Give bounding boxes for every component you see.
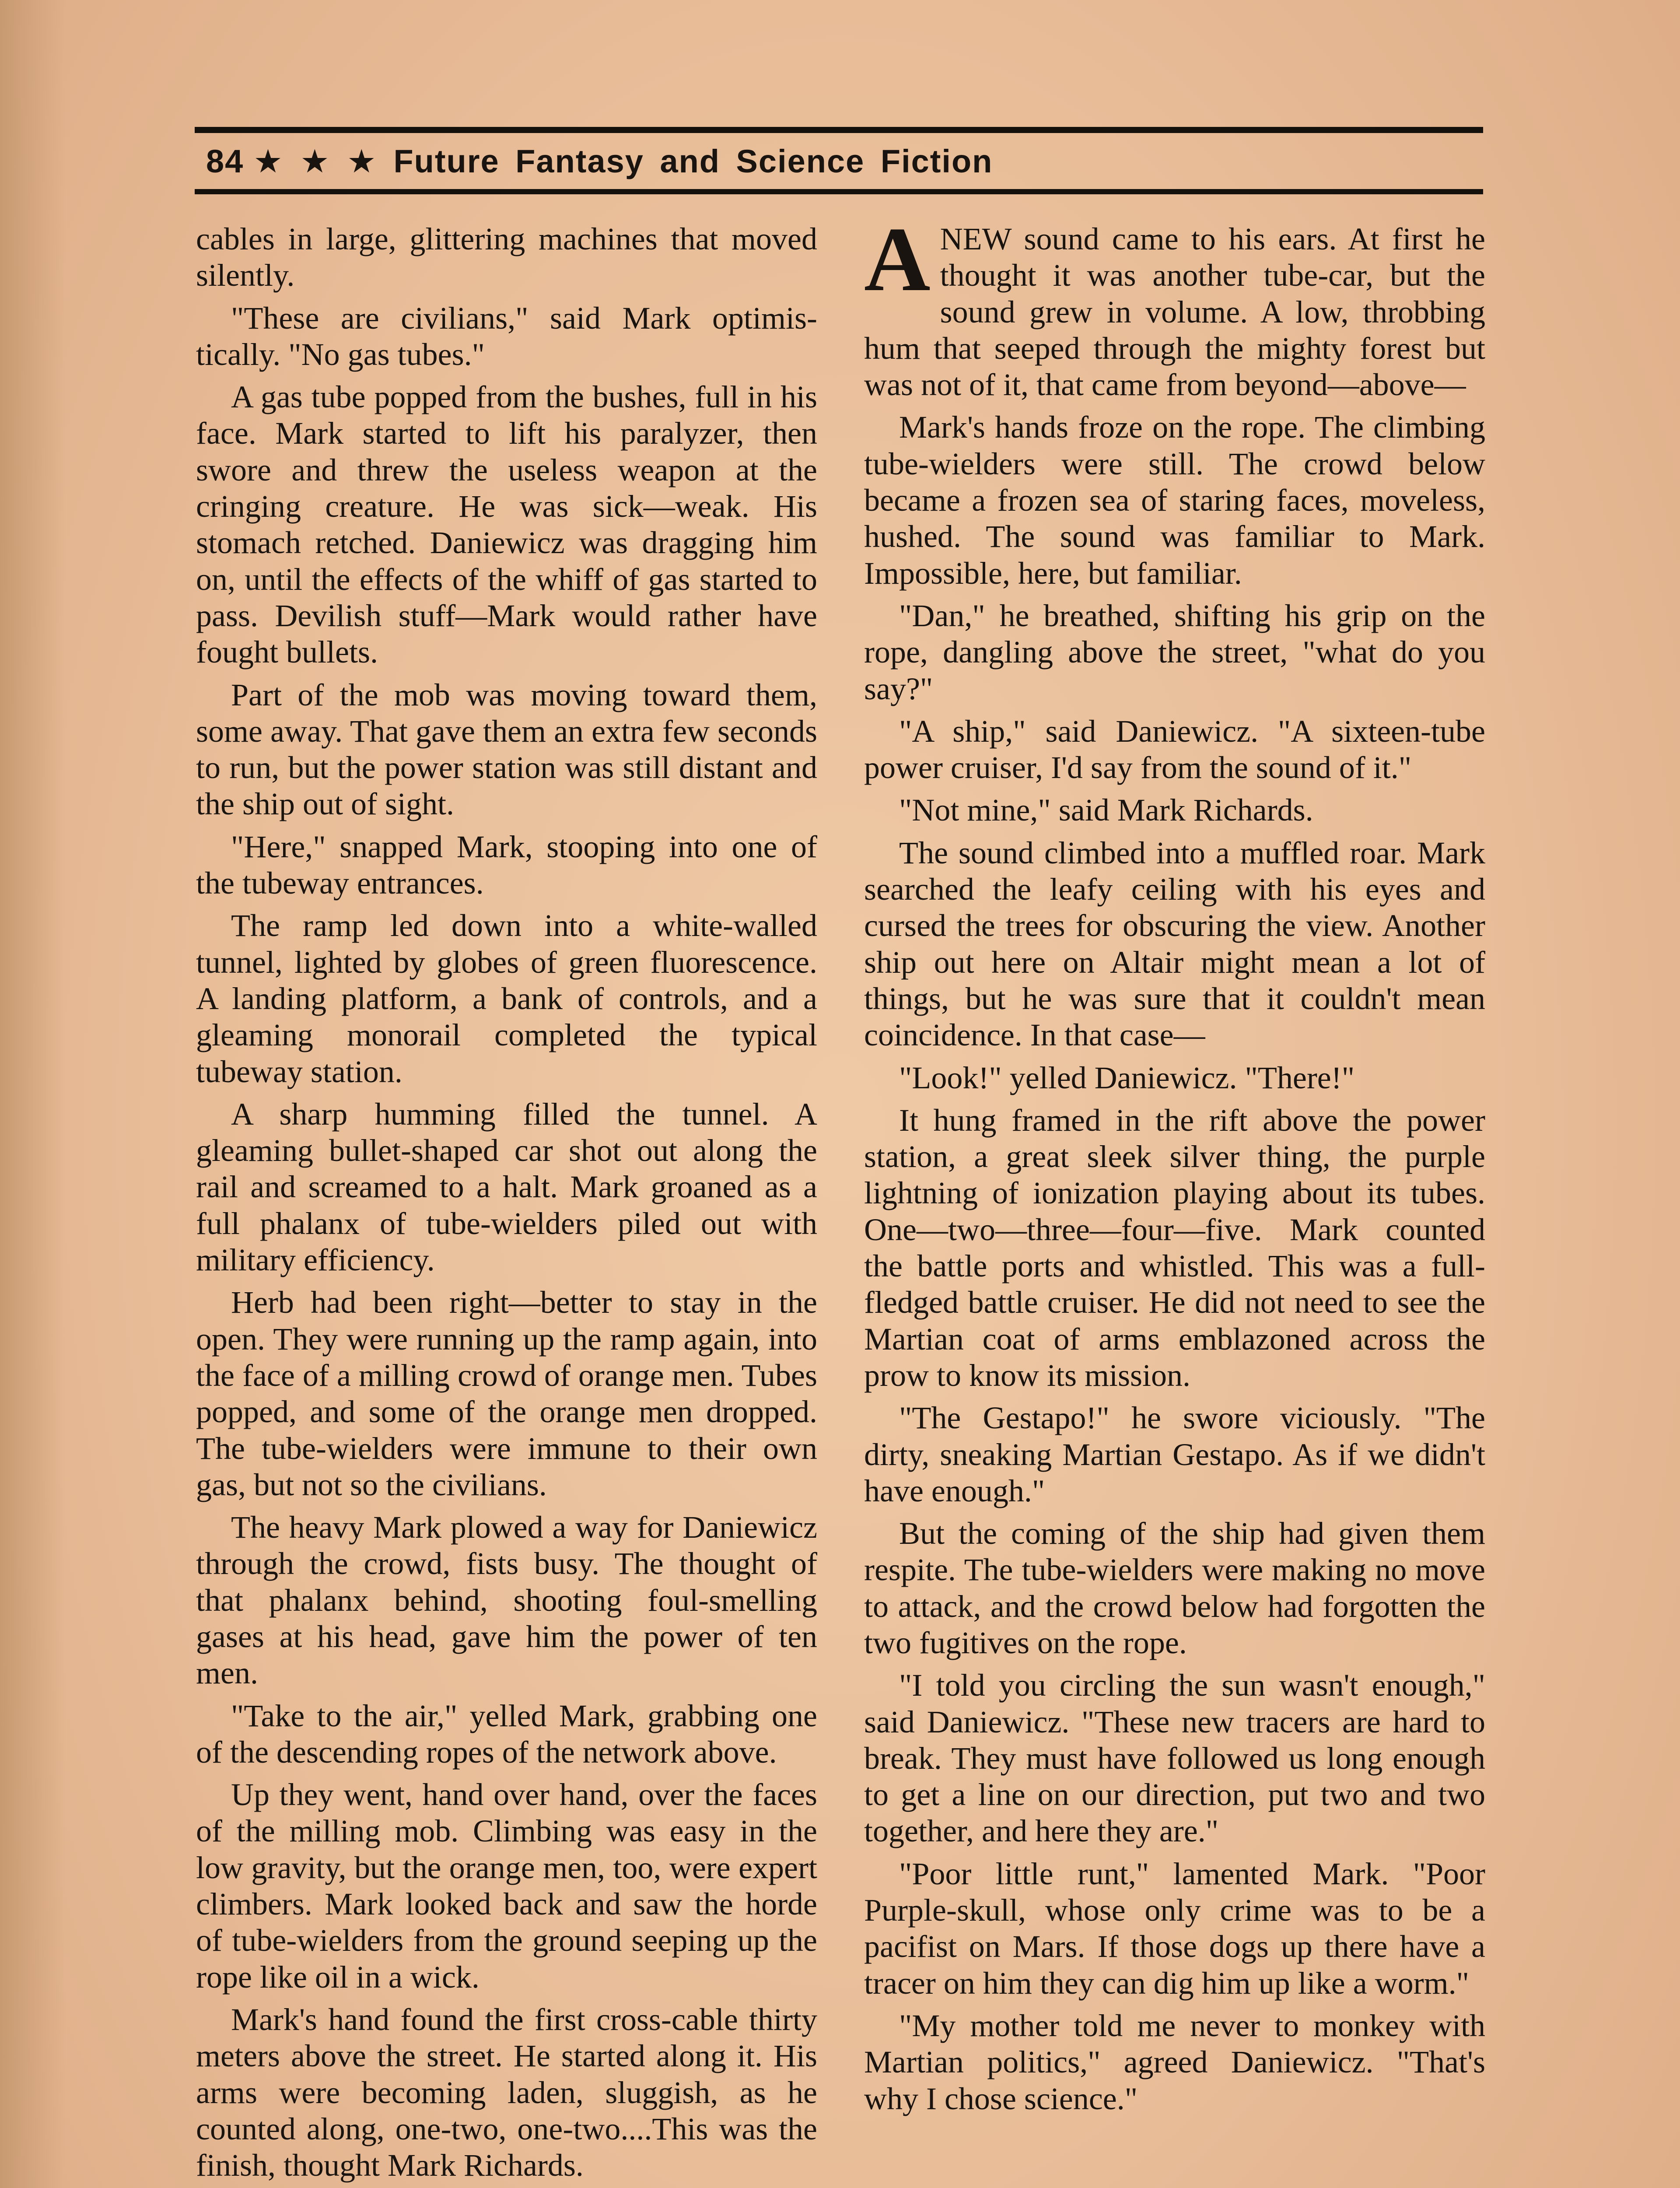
- paragraph: But the coming of the ship had given them respite. The tube-wielders were making no move to attack, and the crowd below had forgotten the two fugitives on the rope.: [864, 1516, 1485, 1660]
- opening-text: NEW sound came to his ears. At first he thought it was another tube-car, but the sound grew in volume. A low, throbbing hum that seeped through the mighty forest but was not of it, that came from beyond—above—: [864, 221, 1485, 403]
- paragraph: Part of the mob was moving toward them, some away. That gave them an extra few seconds to run, but the power station was still distant and the ship out of sight.: [196, 677, 817, 822]
- paragraph: Mark's hand found the first cross-cable thirty meters above the street. He started along it. His arms were becoming laden, sluggish, as he counted along, one-two, one-two....This was the finish, thought Mark Richards.: [196, 2002, 817, 2183]
- paragraph: "These are civilians," said Mark optimistically. "No gas tubes.": [196, 300, 817, 372]
- paragraph: A gas tube popped from the bushes, full in his face. Mark started to lift his paralyzer, then swore and threw the useless weapon at the cringing creature. He was sick—weak. His stomach retched. Daniewicz was dragging him on, until the effects of the whiff of gas started to pass. Devilish stuff—Mark would rather have fought bullets.: [196, 379, 817, 670]
- paragraph: It hung framed in the rift above the power station, a great sleek silver thing, the purple lightning of ionization playing about its tubes. One—two—three—four—five. Mark counted the battle ports and whistled. This was a full-fledged battle cruiser. He did not need to see the Martian coat of arms emblazoned across the prow to know its mission.: [864, 1102, 1485, 1393]
- section-opening-paragraph: [864, 209, 1485, 403]
- paragraph: Up they went, hand over hand, over the faces of the milling mob. Climbing was easy in the low gravity, but the orange men, too, were expert climbers. Mark looked back and saw the horde of tube-wielders from the ground seeping up the rope like oil in a wick.: [196, 1777, 817, 1995]
- paragraph: "Take to the air," yelled Mark, grabbing one of the descending ropes of the network above.: [196, 1698, 817, 1770]
- left-column: [196, 221, 817, 2188]
- header-rule-bottom: [195, 189, 1483, 194]
- header-rule-top: [195, 127, 1483, 133]
- paragraph: "Not mine," said Mark Richards.: [899, 792, 1313, 828]
- paragraph: "A ship," said Daniewicz. "A sixteen-tube power cruiser, I'd say from the sound of it.": [864, 713, 1485, 785]
- header-stars: ★ ★ ★: [253, 143, 381, 179]
- paragraph: "The Gestapo!" he swore viciously. "The dirty, sneaking Martian Gestapo. As if we didn't have enough.": [864, 1400, 1485, 1508]
- paragraph: The ramp led down into a white-walled tunnel, lighted by globes of green fluorescence. A landing platform, a bank of controls, and a gleaming monorail completed the typical tubeway station.: [196, 908, 817, 1089]
- paragraph: "Look!" yelled Daniewicz. "There!": [899, 1060, 1355, 1095]
- paragraph: "Dan," he breathed, shifting his grip on the rope, dangling above the street, "what do you say?": [864, 598, 1485, 706]
- header-text: [206, 137, 993, 186]
- paragraph: The heavy Mark plowed a way for Daniewicz through the crowd, fists busy. The thought of that phalanx behind, shooting foul-smelling gases at his head, gave him the power of ten men.: [196, 1510, 817, 1691]
- right-column: [864, 209, 1485, 2123]
- running-header: [195, 127, 1483, 197]
- paragraph: "My mother told me never to monkey with Martian politics," agreed Daniewicz. "That's why I chose science.": [864, 2008, 1485, 2116]
- paragraph: cables in large, glittering machines that moved silently.: [196, 221, 817, 293]
- paragraph: "Poor little runt," lamented Mark. "Poor Purple-skull, whose only crime was to be a pacifist on Mars. If those dogs up there have a tracer on him they can dig him up like a worm.": [864, 1856, 1485, 2001]
- paragraph: The sound climbed into a muffled roar. Mark searched the leafy ceiling with his eyes and cursed the trees for obscuring the view. Another ship out here on Altair might mean a lot of things, but he was sure that it couldn't mean coincidence. In that case—: [864, 835, 1485, 1053]
- page-number: 84: [206, 143, 244, 179]
- paragraph: A sharp humming filled the tunnel. A gleaming bullet-shaped car shot out along the rail and screamed to a halt. Mark groaned as a full phalanx of tube-wielders piled out with military efficiency.: [196, 1096, 817, 1278]
- paragraph: "Here," snapped Mark, stooping into one of the tubeway entrances.: [196, 829, 817, 901]
- drop-cap: A: [864, 209, 931, 310]
- magazine-title: Future Fantasy and Science Fiction: [393, 143, 993, 179]
- paragraph: "I told you circling the sun wasn't enough," said Daniewicz. "These new tracers are hard to break. They must have followed us long enough to get a line on our direction, put two and two together, and here they are.": [864, 1668, 1485, 1849]
- page-edge-shadow: [0, 0, 66, 2188]
- paragraph: Herb had been right—better to stay in the open. They were running up the ramp again, into the face of a milling crowd of orange men. Tubes popped, and some of the orange men dropped. The tube-wielders were immune to their own gas, but not so the civilians.: [196, 1285, 817, 1502]
- paragraph: Mark's hands froze on the rope. The climbing tube-wielders were still. The crowd below became a frozen sea of staring faces, moveless, hushed. The sound was familiar to Mark. Impossible, here, but familiar.: [864, 410, 1485, 591]
